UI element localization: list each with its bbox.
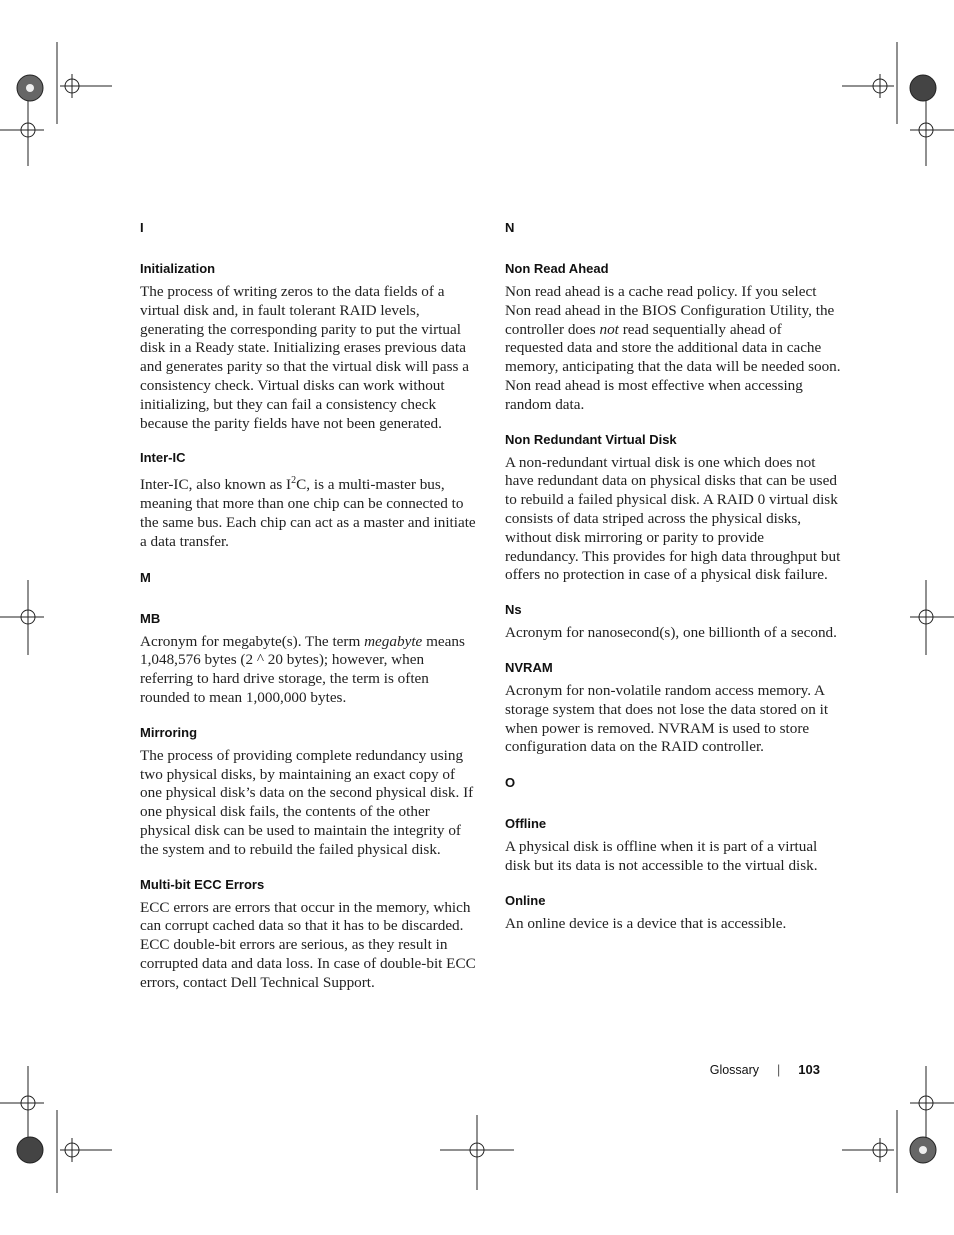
- definition-mb-part2: means 1,048,576 bytes (2 ^ 20 bytes); however, when referring to hard drive storage, the term is often rounded to mean 1,000,000 bytes.: [140, 632, 465, 707]
- right-column: [505, 218, 841, 950]
- definition-nvram: Acronym for non-volatile random access memory. A storage system that does not lose the data stored on it when power is removed. NVRAM is used to store configuration data on the RAID controller.: [505, 681, 829, 756]
- definition-multi-bit-ecc-errors: ECC errors are errors that occur in the memory, which can corrupt cached data so that it has to be discarded. ECC double-bit errors are serious, as they result in corrupted data and data loss. In case of double-bit ECC errors, contact Dell Technical Support.: [140, 898, 476, 991]
- definition-online: An online device is a device that is accessible.: [505, 914, 787, 932]
- section-letter-n: N: [505, 220, 515, 235]
- section-letter-i: I: [140, 220, 144, 235]
- definition-inter-ic-part1: Inter-IC, also known as I: [140, 476, 292, 494]
- footer-separator: |: [777, 1062, 781, 1077]
- left-column: [140, 218, 476, 1009]
- definition-inter-ic: [140, 472, 476, 551]
- definition-inter-ic-superscript: 2: [291, 475, 297, 487]
- definition-non-read-ahead-emphasis: not: [599, 320, 619, 338]
- term-nvram: NVRAM: [505, 659, 553, 675]
- definition-non-read-ahead-part1: Non read ahead is a cache read policy. If you select Non read ahead in the BIOS Configuration Utility, the controller does: [505, 283, 835, 338]
- page-footer: [710, 1062, 820, 1077]
- definition-mb-emphasis: megabyte: [364, 632, 423, 650]
- section-letter-m: M: [140, 569, 151, 585]
- definition-initialization: The process of writing zeros to the data fields of a virtual disk and, in fault tolerant RAID levels, generating the corresponding parity to put the virtual disk in a Ready state. Initializing erases previous data and generates parity so that the virtual disk will pass a consistency check. Virtual disks can work without initializing, but they can fail a consistency check because the parity fields have not been generated.: [140, 283, 469, 432]
- definition-non-read-ahead-part2: read sequentially ahead of requested data and store the additional data in cache memory, anticipating that the data will be needed soon. Non read ahead is most effective when accessing random data.: [505, 320, 841, 413]
- definition-non-read-ahead: [505, 283, 841, 415]
- definition-ns: Acronym for nanosecond(s), one billionth of a second.: [505, 624, 837, 642]
- section-letter-o: O: [505, 775, 516, 791]
- term-mirroring: Mirroring: [140, 724, 198, 740]
- definition-offline: A physical disk is offline when it is part of a virtual disk but its data is not accessible to the virtual disk.: [505, 838, 818, 874]
- term-inter-ic: Inter-IC: [140, 450, 186, 466]
- term-mb: MB: [140, 610, 161, 626]
- page-number: 103: [798, 1062, 820, 1077]
- definition-mb: [140, 633, 476, 708]
- definition-non-redundant-virtual-disk: A non-redundant virtual disk is one which does not have redundant data on physical disks that can be used to rebuild a failed physical disk. A RAID 0 virtual disk consists of data striped across the physical disks, without disk mirroring or parity to provide redundancy. This provides for high data throughput but offers no protection in case of a physical disk failure.: [505, 453, 841, 584]
- footer-section-name: Glossary: [709, 1062, 760, 1077]
- term-offline: Offline: [505, 816, 547, 832]
- term-ns: Ns: [505, 602, 522, 618]
- definition-mb-part1: Acronym for megabyte(s). The term: [140, 632, 365, 650]
- definition-inter-ic-part2: C, is a multi-master bus, meaning that more than one chip can be connected to the same bus. Each chip can act as a master and initiate a data transfer.: [140, 476, 476, 550]
- term-non-read-ahead: Non Read Ahead: [505, 261, 609, 276]
- term-non-redundant-virtual-disk: Non Redundant Virtual Disk: [505, 431, 677, 447]
- definition-mirroring: The process of providing complete redundancy using two physical disks, by maintaining an exact copy of one physical disk’s data on the second physical disk. If one physical disk fails, the contents of the other physical disk can be used to maintain the integrity of the system and to rebuild the failed physical disk.: [140, 746, 474, 858]
- term-multi-bit-ecc-errors: Multi-bit ECC Errors: [140, 876, 265, 892]
- term-initialization: Initialization: [140, 261, 216, 276]
- term-online: Online: [505, 892, 546, 908]
